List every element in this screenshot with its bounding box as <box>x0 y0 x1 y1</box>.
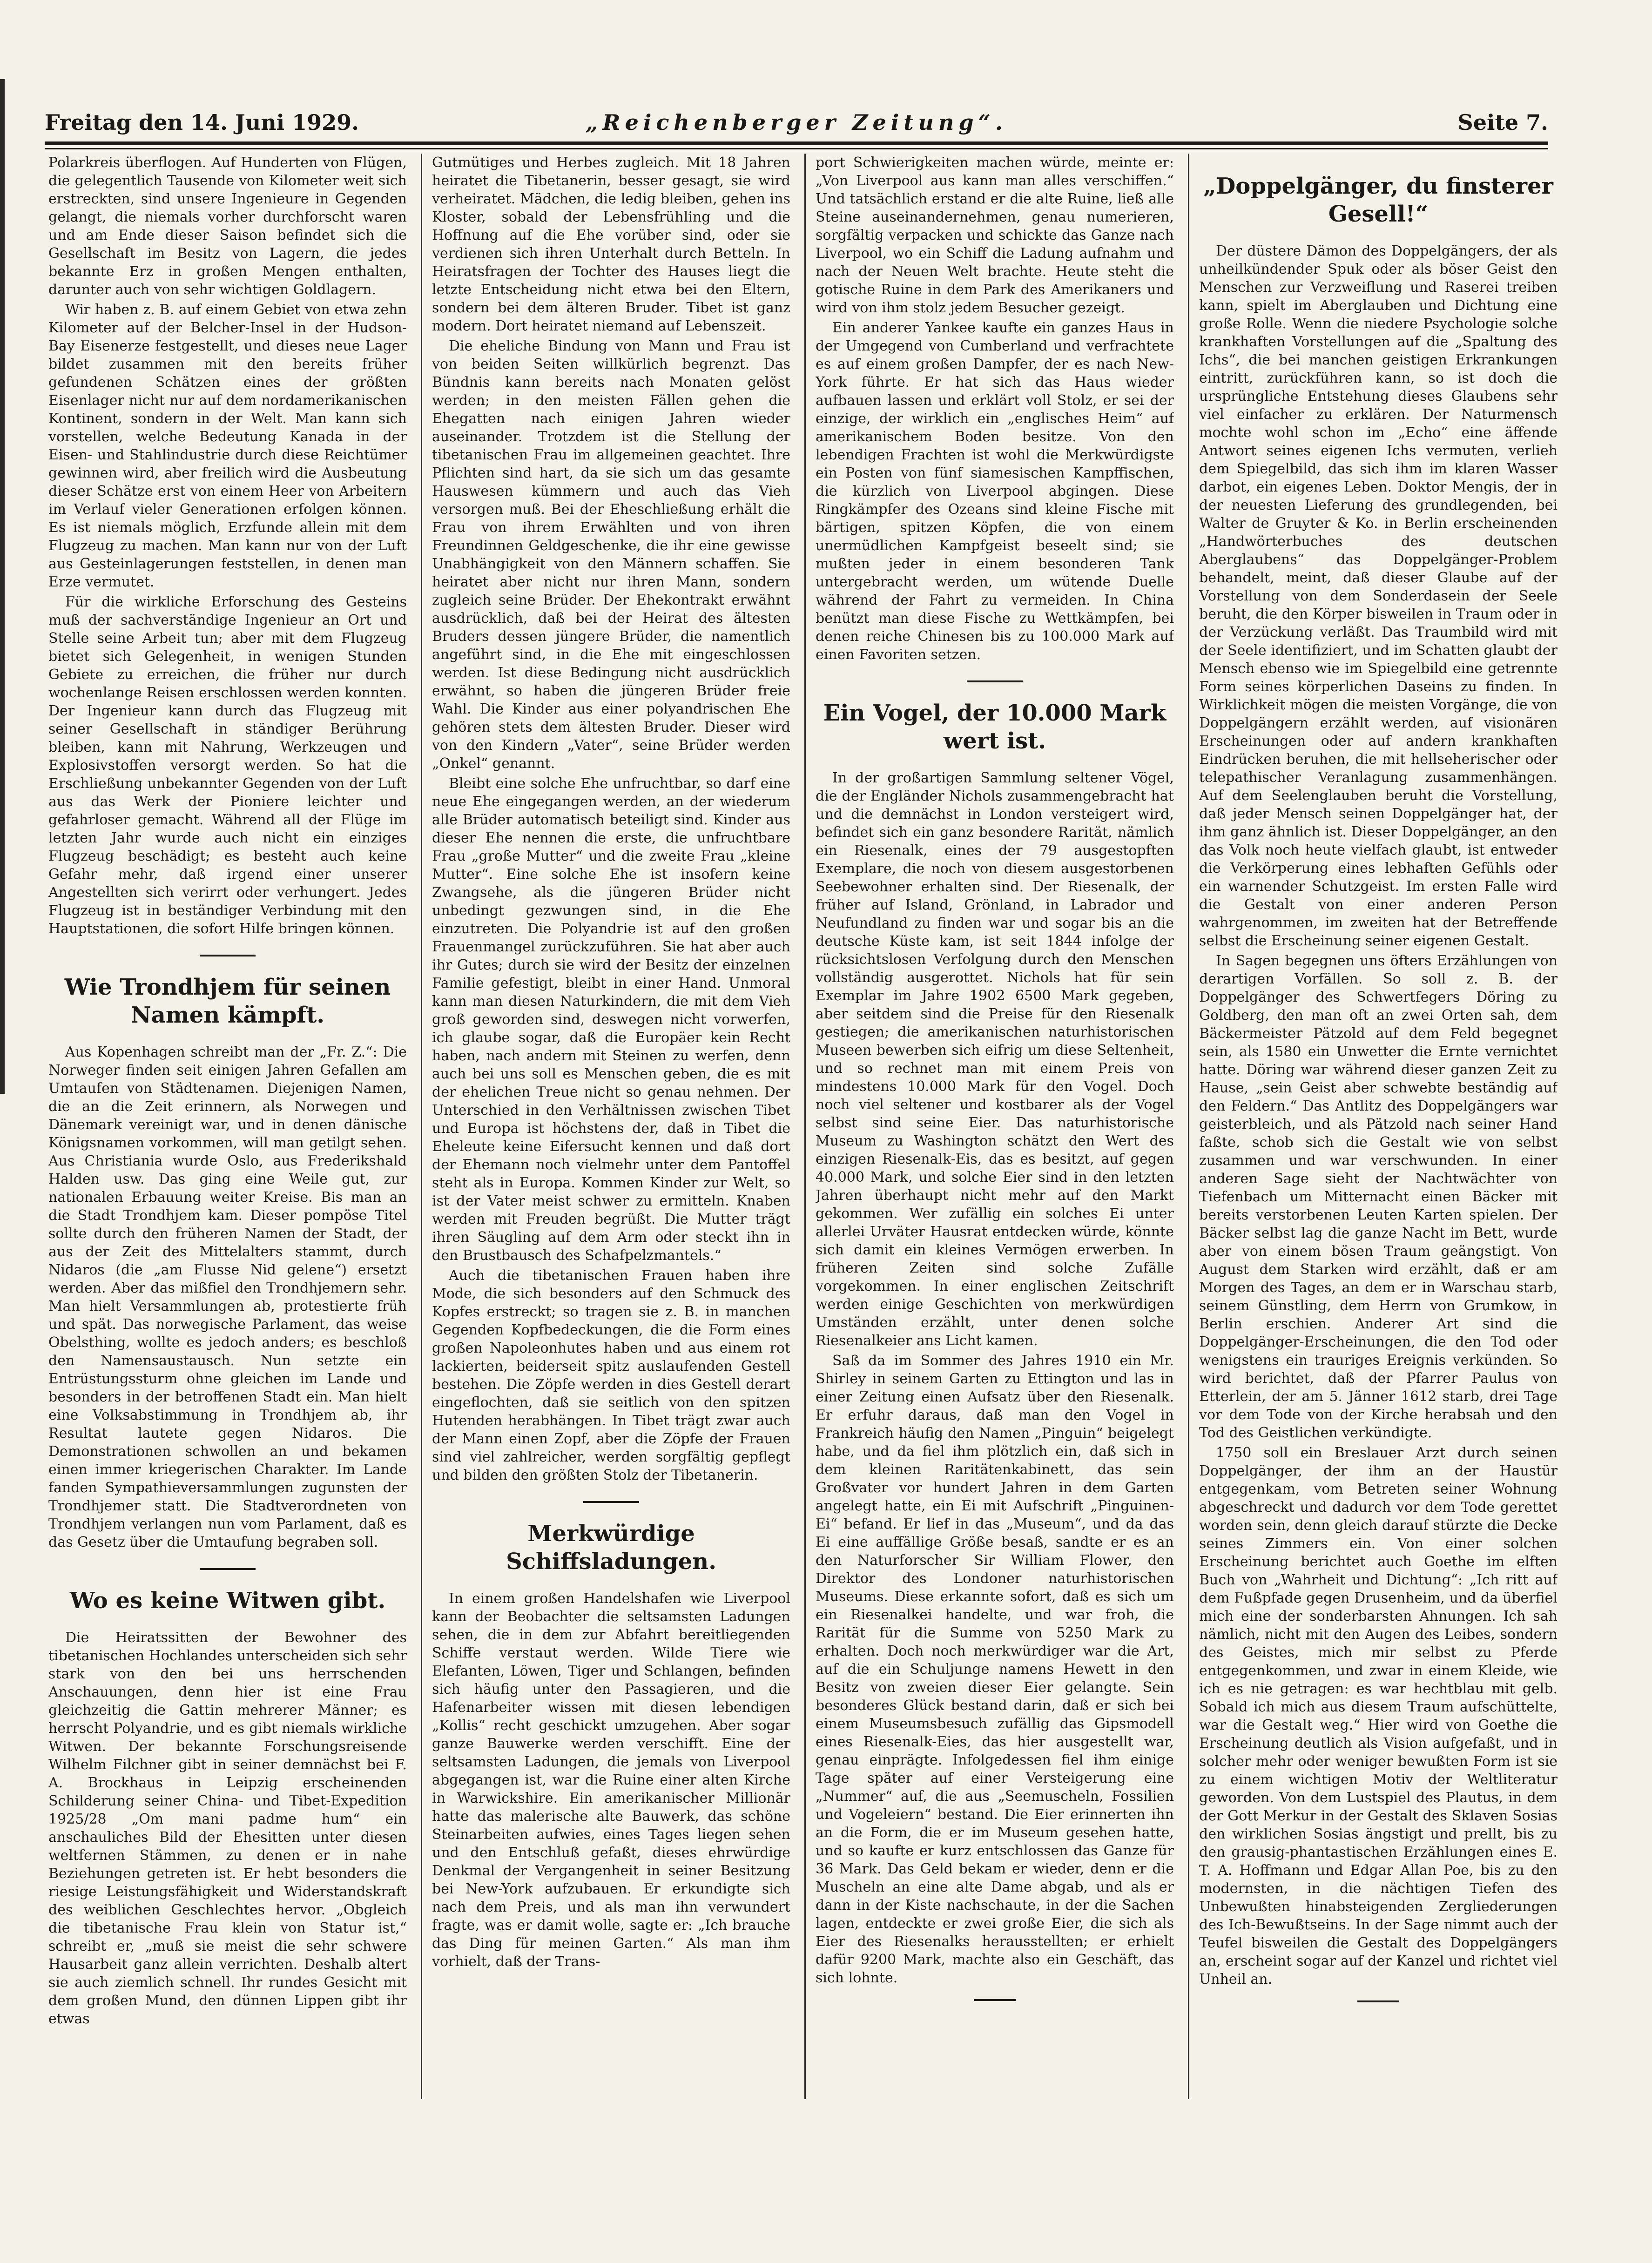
masthead <box>45 110 1548 142</box>
headline-vogel: Ein Vogel, der 10.000 Mark wert ist. <box>823 700 1167 754</box>
newspaper-name: „Reichenberger Zeitung“. <box>585 110 1008 135</box>
headline-trondhjem: Wie Trondhjem für seinen Namen kämpft. <box>64 974 391 1028</box>
masthead-rule <box>45 141 1548 145</box>
article-paragraph: Der düstere Dämon des Doppelgängers, der als unheilkündender Spuk oder als böser Geist den Menschen zur Verzweiflung und Raserei treiben kann, spielt im Aberglauben und Dichtung eine große Rolle. Wenn die niedere Psychologie solche krankhaften Vorstellungen auf die „Spaltung des Ichs“, die bei manchen geistigen Erkrankungen eintritt, zurückführen kann, so ist doch die ursprüngliche Entstehung dieses Glaubens sehr viel einfacher zu erklären. Der Naturmensch mochte wohl schon im „Echo“ eine äffende Antwort seines eigenen Ichs vermuten, verlieh dem Spiegelbild, das sich ihm im klaren Wasser darbot, ein eigenes Leben. Doktor Mengis, der in der neuesten Lieferung des grundlegenden, bei Walter de Gruyter & Ko. in Berlin erscheinenden „Handwörterbuches des deutschen Aberglaubens“ das Doppelgänger-Problem behandelt, meint, daß dieser Glaube auf der Vorstellung von dem Sonderdasein der Seele beruht, die den Körper bisweilen in Traum oder in der Verzückung verläßt. Das Traumbild wird mit der Seele identifiziert, und im Schatten glaubt der Mensch ebenso wie im Spiegelbild eine getrennte Form seines körperlichen Daseins zu finden. In Wirklichkeit mögen die meisten Vorgänge, die von Doppelgängern erzählt werden, auf visionären Erscheinungen oder auf andern krankhaften Eindrücken beruhen, die mit hellseherischer oder telepathischer Veranlagung zusammenhängen. Auf dem Seelenglauben beruht die Vorstellung, daß jeder Mensch seinen Doppelgänger hat, der ihm ganz ähnlich ist. Dieser Doppelgänger, an den das Volk noch heute vielfach glaubt, ist entweder die Verkörperung eines lebhaften Gefühls oder ein warnender Schutzgeist. Im ersten Falle wird die Gestalt von einer anderen Person wahrgenommen, im zweiten hat der Betreffende selbst die Erscheinung seiner eigenen Gestalt. <box>1199 243 1558 949</box>
article-paragraph: Bleibt eine solche Ehe unfruchtbar, so darf eine neue Ehe eingegangen werden, an der wiederum alle Brüder automatisch beteiligt sind. Kinder aus dieser Ehe nennen die erste, die unfruchtbare Frau „große Mutter“ und die zweite Frau „kleine Mutter“. Eine solche Ehe ist insofern keine Zwangsehe, als die jüngeren Brüder nicht unbedingt gezwungen sind, in die Ehe einzutreten. Die Polyandrie ist auf den großen Frauenmangel zurückzuführen. Sie hat aber auch ihr Gutes; durch sie wird der Besitz der einzelnen Familie gefestigt, bleibt in einer Hand. Unmoral kann man diesen Naturkindern, die mit dem Vieh groß geworden sind, deswegen nicht vorwerfen, ich glaube sogar, daß die Europäer kein Recht haben, nach andern mit Steinen zu werfen, denn auch bei uns soll es Menschen geben, die es mit der ehelichen Treue nicht so genau nehmen. Der Unterschied in den Verhältnissen zwischen Tibet und Europa ist höchstens der, daß in Tibet die Eheleute keine Eifersucht kennen und daß dort der Ehemann noch vielmehr unter dem Pantoffel steht als in Europa. Kommen Kinder zur Welt, so ist der Vater meist schwer zu ermitteln. Knaben werden mit Freuden begrüßt. Die Mutter trägt ihren Säugling auf dem Arm oder steckt ihn in den Brustbausch des Schafpelzmantels.“ <box>432 775 790 1264</box>
article-paragraph: In einem großen Handelshafen wie Liverpool kann der Beobachter die seltsamsten Ladungen sehen, die in dem zur Abfahrt bereitliegenden Schiffe verstaut werden. Wilde Tiere wie Elefanten, Löwen, Tiger und Schlangen, befinden sich häufig unter den Passagieren, und die Hafenarbeiter wissen mit diesen lebendigen „Kollis“ recht geschickt umzugehen. Aber sogar ganze Bauwerke werden verschifft. Eine der seltsamsten Ladungen, die jemals von Liverpool abgegangen ist, war die Ruine einer alten Kirche in Warwickshire. Ein amerikanischer Millionär hatte das malerische alte Bauwerk, das schöne Steinarbeiten aufwies, eines Tages liegen sehen und den Entschluß gefaßt, dieses ehrwürdige Denkmal der Vergangenheit in seiner Besitzung bei New-York aufzubauen. Er erkundigte sich nach dem Preis, und als man ihn verwundert fragte, was er damit wolle, sagte er: „Ich brauche das Ding für meinen Garten.“ Als man ihm vorhielt, daß der Trans- <box>432 1590 790 1970</box>
column-rule <box>1188 154 1189 2099</box>
article-paragraph: port Schwierigkeiten machen würde, meinte er: „Von Liverpool aus kann man alles verschiffen.“ Und tatsächlich erstand er die alte Ruine, ließ alle Steine auseinandernehmen, genau numerieren, sorgfältig verpacken und schickte das Ganze nach Liverpool, wo ein Schiff die Ladung aufnahm und nach der Neuen Welt brachte. Heute steht die gotische Ruine in dem Park des Amerikaners und wird von ihm stolz jedem Besucher gezeigt. <box>816 155 1174 316</box>
article-separator <box>200 1568 256 1570</box>
article-paragraph: Für die wirkliche Erforschung des Gesteins muß der sachverständige Ingenieur an Ort und Stelle seine Arbeit tun; aber mit dem Flugzeug bietet sich Gelegenheit, in wenigen Stunden Gebiete zu erreichen, die früher nur durch wochenlange Reisen erschlossen werden konnten. Der Ingenieur kann durch das Flugzeug mit seiner Gesellschaft in ständiger Berührung bleiben, kann mit Nahrung, Werkzeugen und Explosivstoffen versorgt werden. So hat die Erschließung unbekannter Gegenden von der Luft aus das Werk der Pioniere leichter und gefahrloser gemacht. Während all der Flüge im letzten Jahr wurde auch nicht ein einziges Flugzeug beschädigt; es besteht auch keine Gefahr mehr, daß irgend einer unserer Angestellten sich verirrt oder verhungert. Jedes Flugzeug ist in beständiger Verbindung mit den Hauptstationen, die sofort Hilfe bringen können. <box>48 594 407 937</box>
column-3 <box>816 154 1174 2192</box>
article-paragraph: In der großartigen Sammlung seltener Vögel, die der Engländer Nichols zusammengebracht hat und die demnächst in London versteigert wird, befindet sich ein ganz besondere Rarität, nämlich ein Riesenalk, eines der 79 ausgestopften Exemplare, die noch von diesem ausgestorbenen Seebewohner erhalten sind. Der Riesenalk, der früher auf Island, Grönland, in Labrador und Neufundland zu finden war und sogar bis an die deutsche Küste kam, ist seit 1844 infolge der rücksichtslosen Verfolgung durch den Menschen vollständig ausgerottet. Nichols hat für sein Exemplar im Jahre 1902 6500 Mark gegeben, aber seitdem sind die Preise für den Riesenalk gestiegen; die amerikanischen naturhistorischen Museen bewerben sich eifrig um diese Seltenheit, und so rechnet man mit einem Preis von mindestens 10.000 Mark für den Vogel. Doch noch viel seltener und kostbarer als der Vogel selbst sind seine Eier. Das naturhistorische Museum zu Washington schätzt den Wert des einzigen Riesenalk-Eis, das es besitzt, auf gegen 40.000 Mark, und solche Eier sind in den letzten Jahren überhaupt nicht mehr auf den Markt gekommen. Wer zufällig ein solches Ei unter allerlei Urväter Hausrat entdecken würde, könnte sich damit ein kleines Vermögen erwerben. In früheren Zeiten sind solche Zufälle vorgekommen. In einer englischen Zeitschrift werden einige Geschichten von merkwürdigen Umständen erzählt, unter denen solche Riesenalkeier ans Licht kamen. <box>816 770 1174 1349</box>
article-paragraph: Polarkreis überflogen. Auf Hunderten von Flügen, die gelegentlich Tausende von Kilometer weit sich erstreckten, sind unsere Ingenieure in Gegenden gelangt, die niemals vorher durchforscht waren und am Ende dieser Saison befindet sich die Gesellschaft im Besitz von Lagern, die jedes bekannte Erz in großen Mengen enthalten, darunter auch von sehr wichtigen Goldlagern. <box>48 155 407 298</box>
column-rule <box>421 154 422 2099</box>
headline-schiffsladungen: Merkwürdige Schiffsladungen. <box>506 1521 716 1575</box>
article-paragraph: 1750 soll ein Breslauer Arzt durch seinen Doppelgänger, der ihm an der Haustür entgegenkam, vom Betreten seiner Wohnung abgeschreckt und dadurch vor dem Tode gerettet worden sein, denn gleich darauf stürzte die Decke seines Zimmers ein. Von einer solchen Erscheinung berichtet auch Goethe im elften Buch von „Wahrheit und Dichtung“: „Ich ritt auf dem Fußpfade gegen Drusenheim, und da überfiel mich eine der sonderbarsten Ahnungen. Ich sah nämlich, nicht mit den Augen des Leibes, sondern des Geistes, mich mir selbst zu Pferde entgegenkommen, und zwar in einem Kleide, wie ich es nie getragen: es war hechtblau mit gelb. Sobald ich mich aus diesem Traum aufschüttelte, war die Gestalt weg.“ Hier wird von Goethe die Erscheinung deutlich als Vision aufgefaßt, und in solcher mehr oder weniger bewußten Form ist sie zu einem wichtigen Motiv der Weltliteratur geworden. Von dem Lustspiel des Plautus, in dem der Gott Merkur in der Gestalt des Sklaven Sosias den wirklichen Sosias ängstigt und prellt, bis zu den grausig-phantastischen Erzählungen eines E. T. A. Hoffmann und Edgar Allan Poe, bis zu den modernsten, in die nächtigen Tiefen des Unbewußten hinabsteigenden Zergliederungen des Ich-Bewußtseins. In der Sage nimmt auch der Teufel bisweilen die Gestalt des Doppelgängers an, erscheint sogar auf der Kanzel und richtet viel Unheil an. <box>1199 1445 1558 1987</box>
column-4 <box>1199 154 1558 2192</box>
masthead-rule-thin <box>45 148 1548 149</box>
article-paragraph: Aus Kopenhagen schreibt man der „Fr. Z.“: Die Norweger finden seit einigen Jahren Gefallen am Umtaufen von Städtenamen. Diejenigen Namen, die an die Zeit erinnern, als Norwegen und Dänemark vereinigt war, und in denen dänische Königsnamen vorkommen, will man getilgt sehen. Aus Christiania wurde Oslo, aus Frederikshald Halden usw. Das ging eine Weile gut, zur nationalen Erbauung weiter Kreise. Bis man an die Stadt Trondhjem kam. Dieser pompöse Titel sollte durch den früheren Namen der Stadt, der aus der Zeit des Mittelalters stammt, durch Nidaros (die „am Flusse Nid gelene“) ersetzt werden. Aber das mißfiel den Trondhjemern sehr. Man hielt Versammlungen ab, protestierte früh und spät. Das norwegische Parlament, das weise Obelsthing, wollte es jedoch anders; es beschloß den Namensaustausch. Nun setzte ein Entrüstungssturm ohne gleichen im Lande und besonders in der betroffenen Stadt ein. Man hielt eine Volksabstimmung in Trondhjem ab, ihr Resultat lautete gegen Nidaros. Die Demonstrationen schwollen an und bekamen einen immer kriegerischen Charakter. Im Lande fanden Sympathieversammlungen zugunsten der Trondhjemer statt. Die Stadtverordneten von Trondhjem verlangen nun vom Parlament, daß es das Gesetz über die Umtaufung begraben soll. <box>48 1044 407 1550</box>
article-paragraph: Die Heiratssitten der Bewohner des tibetanischen Hochlandes unterscheiden sich sehr stark von den bei uns herrschenden Anschauungen, denn hier ist eine Frau gleichzeitig die Gattin mehrerer Männer; es herrscht Polyandrie, und es gibt niemals wirkliche Witwen. Der bekannte Forschungsreisende Wilhelm Filchner gibt in seiner demnächst bei F. A. Brockhaus in Leipzig erscheinenden Schilderung seiner China- und Tibet-Expedition 1925/28 „Om mani padme hum“ ein anschauliches Bild der Ehesitten unter diesen weltfernen Stämmen, zu denen er in nahe Beziehungen getreten ist. Er hebt besonders die riesige Leistungsfähigkeit und Widerstandskraft des weiblichen Geschlechtes hervor. „Obgleich die tibetanische Frau klein von Statur ist,“ schreibt er, „muß sie meist die sehr schwere Hausarbeit ganz allein verrichten. Deshalb altert sie auch ziemlich schnell. Ihr rundes Gesicht mit dem großen Mund, den dünnen Lippen gibt ihr etwas <box>48 1630 407 2027</box>
article-paragraph: Wir haben z. B. auf einem Gebiet von etwa zehn Kilometer auf der Belcher-Insel in der Hudson-Bay Eisenerze festgestellt, und dieses neue Lager bildet zusammen mit den bereits früher gefundenen Schätzen eines der größten Eisenlager nicht nur auf dem nordamerikanischen Kontinent, sondern in der Welt. Man kann sich vorstellen, welche Bedeutung Kanada in der Eisen- und Stahlindustrie durch diese Reichtümer gewinnen wird, aber freilich wird die Ausbeutung dieser Schätze erst von einem Heer von Arbeitern im Verlauf vieler Generationen erfolgen können. Es ist niemals möglich, Erzfunde allein mit dem Flugzeug zu machen. Man kann nur von der Luft aus Gesteinlagerungen feststellen, in denen man Erze vermutet. <box>48 302 407 590</box>
column-2 <box>432 154 790 2192</box>
article-separator <box>583 1501 639 1503</box>
article-separator <box>967 680 1023 682</box>
article-paragraph: Saß da im Sommer des Jahres 1910 ein Mr. Shirley in seinem Garten zu Ettington und las in einer Zeitung einen Aufsatz über den Riesenalk. Er erfuhr daraus, daß man den Vogel in Frankreich häufig den Namen „Pinguin“ beigelegt habe, und da fiel ihm plötzlich ein, daß sich in dem kleinen Raritätenkabinett, das sein Großvater vor hundert Jahren in dem Garten angelegt hatte, ein Ei mit Aufschrift „Pinguinen-Ei“ befand. Er lief in das „Museum“, und da das Ei eine auffällige Größe besaß, sandte er es an den Naturforscher Sir William Flower, den Direktor des Londoner naturhistorischen Museums. Diese erkannte sofort, daß es sich um ein Riesenalkei handelte, und war froh, die Rarität für die Summe von 5250 Mark zu erhalten. Doch noch merkwürdiger war die Art, auf die ein Schuljunge namens Hewett in den Besitz von zweien dieser Eier gelangte. Sein besonderes Glück bestand darin, daß er sich bei einem Museumsbesuch zufällig das Gipsmodell eines Riesenalk-Eies, das hier ausgestellt war, genau einprägte. Infolgedessen fiel ihm einige Tage später auf einer Versteigerung eine „Nummer“ auf, die aus „Seemuscheln, Fossilien und Vogeleiern“ bestand. Die Eier erinnerten ihn an die Form, die er im Museum gesehen hatte, und so kaufte er kurz entschlossen das Ganze für 36 Mark. Das Geld bekam er wieder, denn er die Muscheln an eine alte Dame abgab, und als er dann in der Kiste nachschaute, in der die Sachen lagen, entdeckte er zwei große Eier, die sich als Eier des Riesenalks herausstellten; er erhielt dafür 9200 Mark, machte also ein Geschäft, das sich lohnte. <box>816 1353 1174 1986</box>
page-edge-shadow <box>0 79 5 1094</box>
page-number: Seite 7. <box>1457 110 1548 135</box>
article-paragraph: Die eheliche Bindung von Mann und Frau ist von beiden Seiten willkürlich begrenzt. Das Bündnis kann bereits nach Monaten gelöst werden; in den meisten Fällen gehen die Ehegatten nach einigen Jahren wieder auseinander. Trotzdem ist die Stellung der tibetanischen Frau im allgemeinen geachtet. Ihre Pflichten sind hart, da sie sich um das gesamte Hauswesen kümmern und auch das Vieh versorgen muß. Bei der Eheschließung erhält die Frau von ihrem Erwählten und von ihren Freundinnen Geldgeschenke, die ihr eine gewisse Unabhängigkeit von den Männern schaffen. Sie heiratet aber nicht nur ihren Mann, sondern zugleich seine Brüder. Der Ehekontrakt erwähnt ausdrücklich, daß bei der Heirat des ältesten Bruders dessen jüngere Brüder, die namentlich angeführt sind, in die Ehe mit eingeschlossen werden. Ist diese Bedingung nicht ausdrücklich erwähnt, so haben die jüngeren Brüder freie Wahl. Die Kinder aus einer polyandrischen Ehe gehören stets dem ältesten Bruder. Dieser wird von den Kindern „Vater“, seine Brüder werden „Onkel“ genannt. <box>432 338 790 772</box>
article-paragraph: Auch die tibetanischen Frauen haben ihre Mode, die sich besonders auf den Schmuck des Kopfes erstreckt; so tragen sie z. B. in manchen Gegenden Kopfbedeckungen, die die Form eines großen Napoleonhutes haben und aus einem rot lackierten, beiderseit spitz auslaufenden Gestell bestehen. Die Zöpfe werden in dies Gestell derart eingeflochten, daß sie seitlich von den spitzen Hutenden herabhängen. In Tibet trägt zwar auch der Mann einen Zopf, aber die Zöpfe der Frauen sind viel zahlreicher, werden sorgfältig gepflegt und bilden den größten Stolz der Tibetanerin. <box>432 1267 790 1483</box>
headline-witwen: Wo es keine Witwen gibt. <box>69 1588 386 1614</box>
column-1 <box>48 154 407 2108</box>
article-paragraph: Ein anderer Yankee kaufte ein ganzes Haus in der Umgegend von Cumberland und verfrachtete es auf einem großen Dampfer, der es nach New-York führte. Er hat sich das Haus wieder aufbauen lassen und erklärt voll Stolz, er sei der einzige, der wirklich ein „englisches Heim“ auf amerikanischem Boden besitze. Von den lebendigen Frachten ist wohl die Merkwürdigste ein Posten von fünf siamesischen Kampffischen, die kürzlich von Liverpool abgingen. Diese Ringkämpfer des Ozeans sind kleine Fische mit bärtigen, spitzen Köpfen, die von einem unermüdlichen Kampfgeist beseelt sind; sie mußten jeder in einem besonderen Tank untergebracht werden, um wütende Duelle während der Fahrt zu vermeiden. In China benützt man diese Fische zu Wettkämpfen, bei denen reiche Chinesen bis zu 100.000 Mark auf einen Favoriten setzen. <box>816 320 1174 663</box>
issue-date: Freitag den 14. Juni 1929. <box>45 110 359 135</box>
headline-doppelgaenger: „Doppelgänger, du finsterer Gesell!“ <box>1203 173 1553 227</box>
article-separator <box>200 955 256 956</box>
article-paragraph: Gutmütiges und Herbes zugleich. Mit 18 Jahren heiratet die Tibetanerin, besser gesagt, sie wird verheiratet. Mädchen, die ledig bleiben, gehen ins Kloster, sobald der Lebensfrühling und die Hoffnung auf die Ehe vorüber sind, oder sie verdienen sich ihren Unterhalt durch Betteln. In Heiratsfragen der Tochter des Hauses liegt die letzte Entscheidung nicht etwa bei den Eltern, sondern bei dem älteren Bruder. Tibet ist ganz modern. Dort heiratet niemand auf Lebenszeit. <box>432 155 790 334</box>
column-rule <box>804 154 806 2099</box>
article-end-rule <box>1357 2000 1399 2002</box>
article-paragraph: In Sagen begegnen uns öfters Erzählungen von derartigen Vorfällen. So soll z. B. der Doppelgänger des Schwertfegers Döring zu Goldberg, den man oft an zwei Orten sah, dem Bäckermeister Pätzold auf dem Feld begegnet sein, als 1580 ein Unwetter die Ernte vernichtet hatte. Döring war während dieser ganzen Zeit zu Hause, „sein Geist aber schwebte beständig auf den Feldern.“ Das Antlitz des Doppelgängers war geisterbleich, und als Pätzold nach seiner Hand faßte, schob sich die Gestalt wie von selbst zusammen und war verschwunden. In einer anderen Sage sieht der Nachtwächter von Tiefenbach um Mitternacht einen Bäcker mit bereits verstorbenen Leuten Karten spielen. Der Bäcker selbst lag die ganze Nacht im Bett, wurde aber von einem bösen Traum geängstigt. Von August dem Starken wird erzählt, daß er am Morgen des Tages, an dem er in Warschau starb, seinem Günstling, dem Herrn von Grumkow, in Berlin erschien. Anderer Art sind die Doppelgänger-Erscheinungen, die den Tod oder wenigstens ein trauriges Ereignis verkünden. So wird berichtet, daß der Pfarrer Paulus von Etterlein, der am 5. Jänner 1612 starb, drei Tage vor dem Tode von der Kirche herabsah und den Tod des Geistlichen verkündigte. <box>1199 953 1558 1441</box>
article-end-rule <box>974 1999 1016 2001</box>
